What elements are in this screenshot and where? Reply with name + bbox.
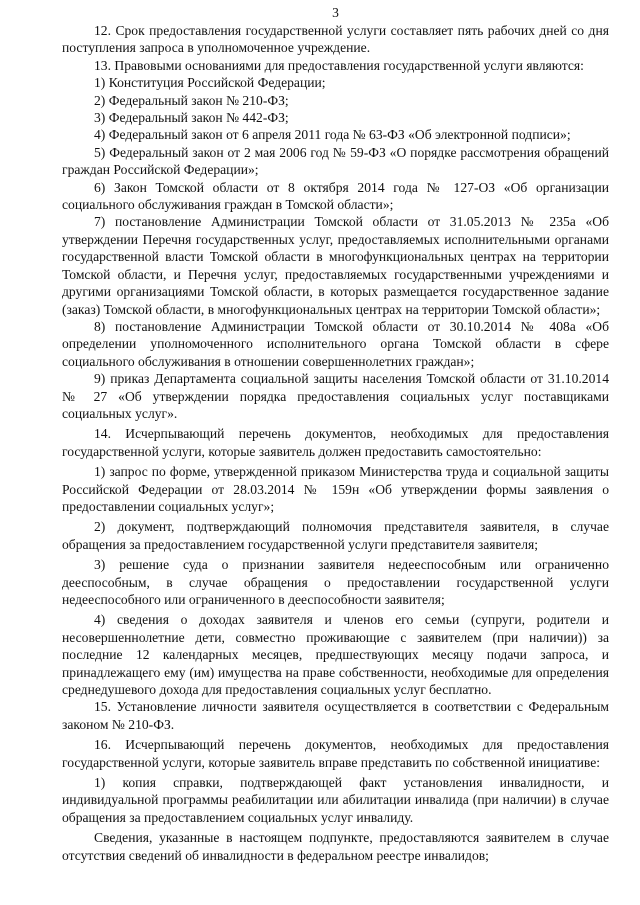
legal-basis-item-7: 7) постановление Администрации Томской области от 31.05.2013 № 235а «Об утверждении Перечня государственных услуг, предоставляемых исполнительными органами государственной власти Томской области в многофункциональных центрах на территории Томской области, и Перечня услуг, предоставляемых государственными учреждениями и другими организациями Томской области, в которых размещается государственное задание (заказ) Томской области, в многофункциональных центрах на территории Томской области»; [62, 214, 609, 317]
optional-document-item-1: 1) копия справки, подтверждающей факт установления инвалидности, и индивидуальной программы реабилитации или абилитации инвалида (при наличии) в случае обращения за предоставлением социальных услуг инвалиду. [62, 775, 609, 825]
required-document-item-4: 4) сведения о доходах заявителя и членов его семьи (супруги, родители и несовершеннолетние дети, совместно проживающие с заявителем (при наличии)) за последние 12 календарных месяцев, предшествующих месяцу подачи запроса, и принадлежащего ему (им) имущества на праве собственности, необходимые для определения среднедушевого дохода для предоставления социальных услуг бесплатно. [62, 612, 609, 698]
required-document-item-1: 1) запрос по форме, утвержденной приказом Министерства труда и социальной защиты Российской Федерации от 28.03.2014 № 159н «Об утверждении формы заявления о предоставлении социальных услуг»; [62, 464, 609, 514]
disability-info-note: Сведения, указанные в настоящем подпункте, предоставляются заявителем в случае отсутствия сведений об инвалидности в федеральном реестре инвалидов; [62, 830, 609, 863]
required-document-item-2: 2) документ, подтверждающий полномочия представителя заявителя, в случае обращения за предоставлением государственной услуги представителя заявителя; [62, 519, 609, 552]
legal-basis-item-6: 6) Закон Томской области от 8 октября 2014 года № 127-ОЗ «Об организации социального обслуживания граждан в Томской области»; [62, 179, 609, 213]
legal-basis-item-9: 9) приказ Департамента социальной защиты населения Томской области от 31.10.2014 № 27 «Об утверждении порядка предоставления социальных услуг поставщиками социальных услуг». [62, 371, 609, 421]
paragraph-14-required-documents: 14. Исчерпывающий перечень документов, необходимых для предоставления государственной услуги, которые заявитель должен предоставить самостоятельно: [62, 426, 609, 459]
legal-basis-item-8: 8) постановление Администрации Томской области от 30.10.2014 № 408а «Об определении уполномоченного исполнительного органа Томской области в сфере социального обслуживания в отношении совершеннолетних граждан»; [62, 318, 609, 369]
legal-basis-item-2: 2) Федеральный закон № 210-ФЗ; [94, 92, 289, 108]
paragraph-16-optional-documents: 16. Исчерпывающий перечень документов, необходимых для предоставления государственной услуги, которые заявитель вправе представить по собственной инициативе: [62, 737, 609, 770]
legal-basis-item-5: 5) Федеральный закон от 2 мая 2006 год № 59-ФЗ «О порядке рассмотрения обращений граждан Российской Федерации»; [62, 144, 609, 178]
page-number: 3 [332, 5, 339, 20]
paragraph-12-term: 12. Срок предоставления государственной услуги составляет пять рабочих дней со дня поступления запроса в уполномоченное учреждение. [62, 23, 609, 56]
paragraph-13-legal-basis: 13. Правовыми основаниями для предоставления государственной услуги являются: [94, 57, 584, 73]
legal-basis-item-3: 3) Федеральный закон № 442-ФЗ; [94, 110, 289, 126]
paragraph-15-identity: 15. Установление личности заявителя осуществляется в соответствии с Федеральным законом № 210-ФЗ. [62, 699, 609, 732]
legal-basis-item-4: 4) Федеральный закон от 6 апреля 2011 года № 63-ФЗ «Об электронной подписи»; [94, 127, 571, 143]
document-page [62, 0, 609, 864]
legal-basis-item-1: 1) Конституция Российской Федерации; [94, 75, 326, 91]
required-document-item-3: 3) решение суда о признании заявителя недееспособным или ограниченно дееспособным, в случае обращения о предоставлении государственной услуги недееспособного или ограниченного в дееспособности заявителя; [62, 557, 609, 607]
